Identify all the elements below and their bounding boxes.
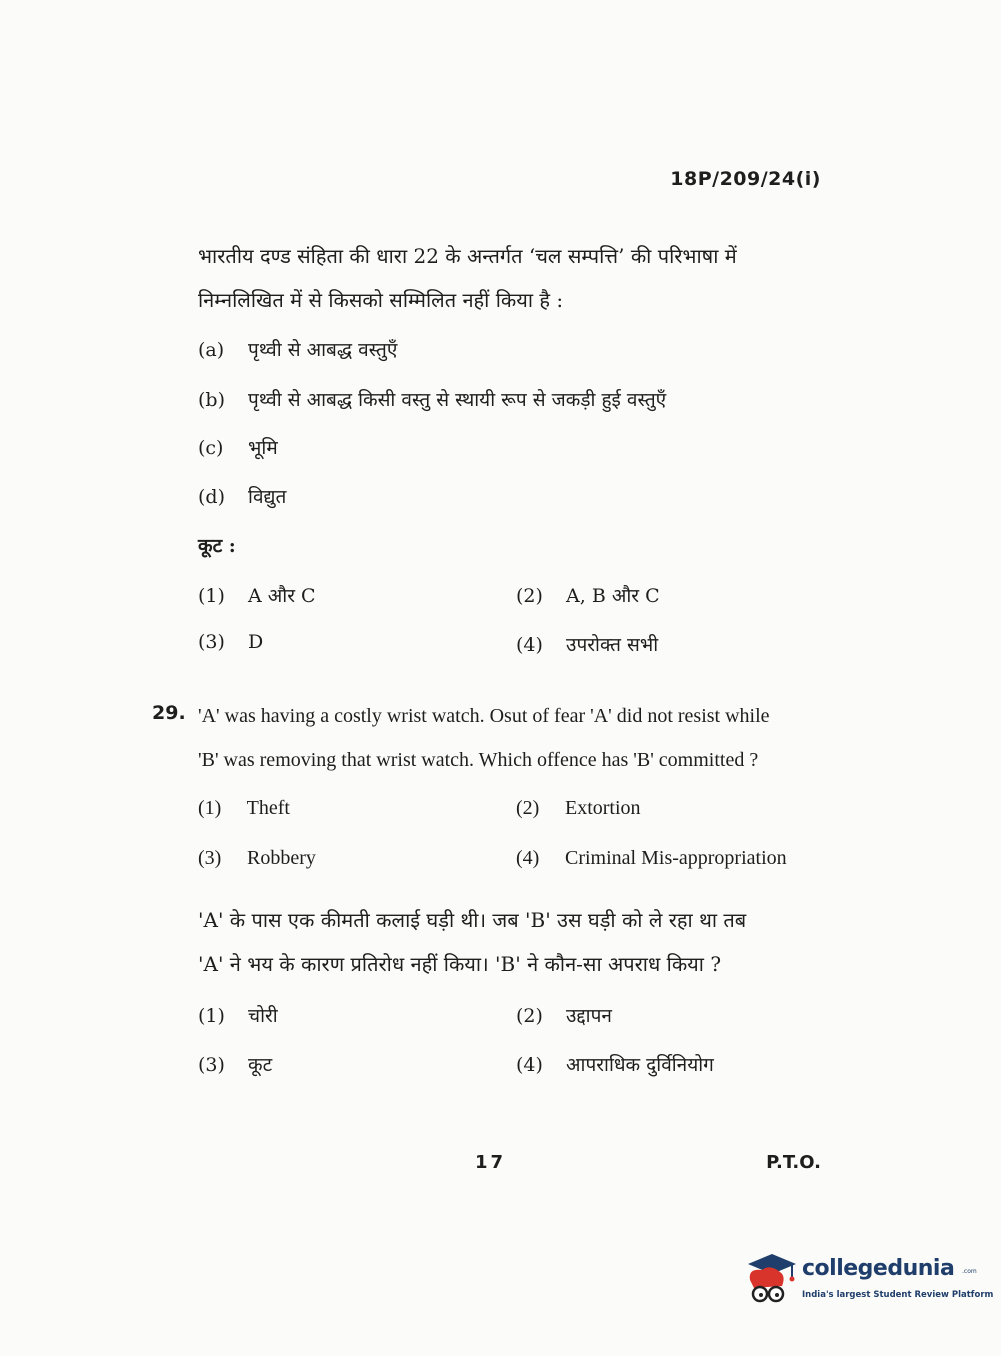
item-text: पृथ्वी से आबद्ध वस्तुएँ bbox=[248, 339, 398, 361]
brand-tagline: India's largest Student Review Platform bbox=[802, 1290, 994, 1300]
q28-koot-label: कूट : bbox=[198, 535, 236, 557]
q28-line-2: निम्नलिखित में से किसको सम्मिलित नहीं किया है : bbox=[198, 288, 564, 312]
option-text: Criminal Mis-appropriation bbox=[565, 847, 787, 869]
q28-item-d bbox=[198, 483, 286, 509]
option-text: Theft bbox=[246, 797, 290, 819]
pto-label: P.T.O. bbox=[766, 1152, 821, 1173]
option-text: A, B और C bbox=[566, 585, 660, 607]
q28-item-c bbox=[198, 434, 278, 460]
item-label: (a) bbox=[198, 339, 225, 361]
option-number: (4) bbox=[516, 634, 543, 656]
q29-hindi-stem bbox=[198, 898, 828, 986]
item-label: (c) bbox=[198, 437, 224, 459]
q29-line-2: 'B' was removing that wrist watch. Which offence has 'B' committed ? bbox=[198, 749, 759, 771]
item-text: भूमि bbox=[248, 437, 278, 459]
q29-option-2 bbox=[516, 797, 641, 820]
option-text: कूट bbox=[248, 1054, 273, 1076]
q29-hindi-option-3 bbox=[198, 1051, 272, 1077]
paper-code: 18P/209/24(i) bbox=[670, 168, 821, 190]
option-number: (4) bbox=[516, 1054, 543, 1076]
q29-option-3 bbox=[198, 847, 316, 870]
student-mascot-icon bbox=[740, 1250, 800, 1308]
q29-hindi-line-2: 'A' ने भय के कारण प्रतिरोध नहीं किया। 'B' ने कौन-सा अपराध किया ? bbox=[198, 952, 722, 976]
option-text: D bbox=[248, 631, 264, 653]
q29-line-1: 'A' was having a costly wrist watch. Osut of fear 'A' did not resist while bbox=[198, 705, 770, 727]
q29-english-stem bbox=[198, 694, 828, 782]
option-number: (1) bbox=[198, 1005, 225, 1027]
option-number: (3) bbox=[198, 631, 225, 653]
q28-line-1: भारतीय दण्ड संहिता की धारा 22 के अन्तर्गत ‘चल सम्पत्ति’ की परिभाषा में bbox=[198, 244, 737, 268]
q28-item-b bbox=[198, 386, 666, 412]
collegedunia-logo bbox=[740, 1250, 994, 1310]
option-number: (3) bbox=[198, 847, 222, 869]
option-number: (3) bbox=[198, 1054, 225, 1076]
option-text: A और C bbox=[248, 585, 316, 607]
page-number: 17 bbox=[475, 1152, 507, 1173]
option-number: (2) bbox=[516, 797, 540, 819]
option-text: आपराधिक दुर्विनियोग bbox=[566, 1054, 714, 1076]
q28-hindi-stem bbox=[198, 234, 828, 322]
q28-item-a bbox=[198, 336, 397, 362]
q29-option-4 bbox=[516, 847, 787, 870]
brand-suffix: .com bbox=[962, 1268, 977, 1275]
option-text: उद्दापन bbox=[566, 1005, 612, 1027]
q29-hindi-option-4 bbox=[516, 1051, 714, 1077]
option-text: Extortion bbox=[565, 797, 641, 819]
q28-option-2 bbox=[516, 582, 660, 608]
option-number: (2) bbox=[516, 1005, 543, 1027]
q29-hindi-line-1: 'A' के पास एक कीमती कलाई घड़ी थी। जब 'B' उस घड़ी को ले रहा था तब bbox=[198, 908, 747, 932]
option-text: चोरी bbox=[248, 1005, 278, 1027]
option-number: (2) bbox=[516, 585, 543, 607]
option-number: (4) bbox=[516, 847, 540, 869]
q28-option-4 bbox=[516, 631, 658, 657]
q29-hindi-option-2 bbox=[516, 1002, 612, 1028]
option-number: (1) bbox=[198, 797, 222, 819]
q28-option-3 bbox=[198, 631, 263, 653]
item-text: पृथ्वी से आबद्ध किसी वस्तु से स्थायी रूप से जकड़ी हुई वस्तुएँ bbox=[248, 389, 667, 411]
q28-option-1 bbox=[198, 582, 316, 608]
option-number: (1) bbox=[198, 585, 225, 607]
item-label: (d) bbox=[198, 486, 225, 508]
q29-option-1 bbox=[198, 797, 290, 820]
question-number: 29. bbox=[152, 702, 186, 724]
item-label: (b) bbox=[198, 389, 225, 411]
option-text: Robbery bbox=[247, 847, 316, 869]
q29-hindi-option-1 bbox=[198, 1002, 278, 1028]
item-text: विद्युत bbox=[248, 486, 287, 508]
brand-name: collegedunia bbox=[802, 1256, 955, 1281]
option-text: उपरोक्त सभी bbox=[566, 634, 659, 656]
